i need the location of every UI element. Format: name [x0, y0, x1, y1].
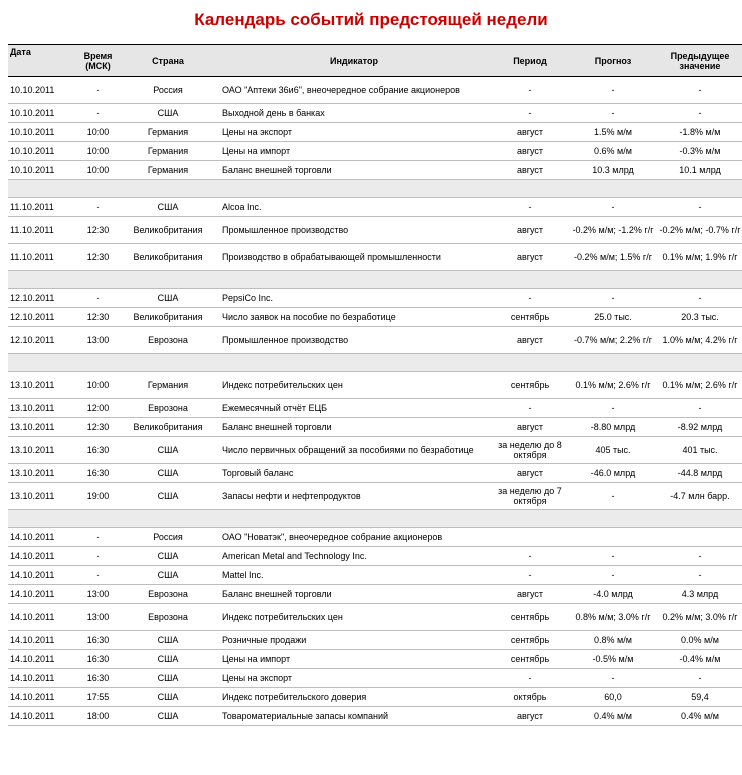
cell-previous	[656, 528, 742, 547]
events-calendar-table	[8, 44, 742, 726]
cell-forecast: -8.80 млрд	[570, 418, 656, 437]
cell-forecast: 0.6% м/м	[570, 142, 656, 161]
cell-forecast: -	[570, 77, 656, 104]
cell-country: США	[118, 669, 218, 688]
cell-period: август	[490, 327, 570, 354]
cell-indicator: Выходной день в банках	[218, 104, 490, 123]
cell-indicator: Производство в обрабатывающей промышленности	[218, 244, 490, 271]
cell-time: -	[78, 528, 118, 547]
table-row	[8, 566, 742, 585]
cell-previous: 59,4	[656, 688, 742, 707]
cell-date: 14.10.2011	[8, 528, 78, 547]
cell-country: Еврозона	[118, 604, 218, 631]
cell-previous: 1.0% м/м; 4.2% г/г	[656, 327, 742, 354]
cell-forecast: 25.0 тыс.	[570, 308, 656, 327]
cell-indicator: ОАО "Новатэк", внеочередное собрание акционеров	[218, 528, 490, 547]
cell-time: 16:30	[78, 464, 118, 483]
cell-indicator: Индекс потребительских цен	[218, 604, 490, 631]
cell-date: 14.10.2011	[8, 585, 78, 604]
cell-time: 13:00	[78, 604, 118, 631]
cell-country: США	[118, 631, 218, 650]
cell-date: 10.10.2011	[8, 161, 78, 180]
cell-indicator: American Metal and Technology Inc.	[218, 547, 490, 566]
cell-previous: -	[656, 104, 742, 123]
cell-previous: 4.3 млрд	[656, 585, 742, 604]
table-row	[8, 437, 742, 464]
cell-period: -	[490, 399, 570, 418]
cell-country: Германия	[118, 372, 218, 399]
cell-date: 14.10.2011	[8, 547, 78, 566]
table-row	[8, 217, 742, 244]
cell-indicator: Число заявок на пособие по безработице	[218, 308, 490, 327]
cell-previous: 0.0% м/м	[656, 631, 742, 650]
cell-forecast: -	[570, 483, 656, 510]
cell-time: 10:00	[78, 372, 118, 399]
cell-period: -	[490, 566, 570, 585]
cell-date: 12.10.2011	[8, 308, 78, 327]
cell-period: сентябрь	[490, 604, 570, 631]
cell-forecast: -	[570, 547, 656, 566]
header-country: Страна	[118, 45, 218, 77]
table-row	[8, 123, 742, 142]
cell-period: за неделю до 7 октября	[490, 483, 570, 510]
cell-previous: 401 тыс.	[656, 437, 742, 464]
cell-country: США	[118, 437, 218, 464]
header-previous: Предыдущее значение	[656, 45, 742, 77]
cell-period: август	[490, 142, 570, 161]
cell-date: 12.10.2011	[8, 289, 78, 308]
cell-previous: -	[656, 399, 742, 418]
day-separator-row	[8, 510, 742, 528]
table-row	[8, 372, 742, 399]
cell-country: Великобритания	[118, 217, 218, 244]
cell-previous: -	[656, 547, 742, 566]
cell-indicator: Цены на импорт	[218, 142, 490, 161]
cell-date: 11.10.2011	[8, 217, 78, 244]
cell-date: 13.10.2011	[8, 399, 78, 418]
cell-country: США	[118, 483, 218, 510]
table-row	[8, 669, 742, 688]
cell-time: -	[78, 289, 118, 308]
cell-period: август	[490, 161, 570, 180]
cell-time: 10:00	[78, 142, 118, 161]
cell-previous: 10.1 млрд	[656, 161, 742, 180]
cell-country: Германия	[118, 161, 218, 180]
header-time: Время (МСК)	[78, 45, 118, 77]
cell-forecast: -0.2% м/м; -1.2% г/г	[570, 217, 656, 244]
cell-previous: -4.7 млн барр.	[656, 483, 742, 510]
cell-country: США	[118, 566, 218, 585]
cell-indicator: Индекс потребительского доверия	[218, 688, 490, 707]
cell-period: сентябрь	[490, 650, 570, 669]
table-row	[8, 142, 742, 161]
cell-previous: 0.4% м/м	[656, 707, 742, 726]
cell-period: август	[490, 418, 570, 437]
cell-date: 10.10.2011	[8, 77, 78, 104]
cell-previous: -0.4% м/м	[656, 650, 742, 669]
cell-indicator: Цены на экспорт	[218, 669, 490, 688]
cell-forecast: -	[570, 289, 656, 308]
table-row	[8, 308, 742, 327]
table-row	[8, 604, 742, 631]
cell-period: сентябрь	[490, 308, 570, 327]
cell-forecast: -0.7% м/м; 2.2% г/г	[570, 327, 656, 354]
cell-date: 12.10.2011	[8, 327, 78, 354]
cell-previous: -8.92 млрд	[656, 418, 742, 437]
cell-date: 10.10.2011	[8, 142, 78, 161]
cell-period: август	[490, 464, 570, 483]
cell-time: 10:00	[78, 161, 118, 180]
cell-period: -	[490, 104, 570, 123]
cell-forecast: -0.5% м/м	[570, 650, 656, 669]
cell-forecast: -	[570, 669, 656, 688]
cell-time: 12:30	[78, 217, 118, 244]
cell-forecast: -4.0 млрд	[570, 585, 656, 604]
cell-date: 10.10.2011	[8, 104, 78, 123]
cell-forecast: -	[570, 104, 656, 123]
cell-forecast: -	[570, 198, 656, 217]
cell-previous: 0.2% м/м; 3.0% г/г	[656, 604, 742, 631]
cell-date: 11.10.2011	[8, 198, 78, 217]
table-row	[8, 707, 742, 726]
cell-date: 13.10.2011	[8, 372, 78, 399]
day-separator	[8, 180, 742, 198]
header-forecast: Прогноз	[570, 45, 656, 77]
cell-forecast	[570, 528, 656, 547]
cell-country: Россия	[118, 77, 218, 104]
cell-indicator: Товароматериальные запасы компаний	[218, 707, 490, 726]
cell-indicator: Розничные продажи	[218, 631, 490, 650]
cell-country: Еврозона	[118, 399, 218, 418]
cell-period: август	[490, 244, 570, 271]
table-header	[8, 45, 742, 77]
table-row	[8, 547, 742, 566]
cell-previous: -	[656, 289, 742, 308]
cell-indicator: PepsiCo Inc.	[218, 289, 490, 308]
cell-indicator: Цены на импорт	[218, 650, 490, 669]
cell-country: США	[118, 547, 218, 566]
cell-previous: -	[656, 669, 742, 688]
cell-time: -	[78, 566, 118, 585]
cell-country: Великобритания	[118, 308, 218, 327]
day-separator-row	[8, 180, 742, 198]
table-row	[8, 483, 742, 510]
page-title: Календарь событий предстоящей недели	[194, 10, 548, 29]
cell-period: август	[490, 585, 570, 604]
header-indicator: Индикатор	[218, 45, 490, 77]
day-separator-row	[8, 271, 742, 289]
cell-period: август	[490, 123, 570, 142]
cell-previous: -	[656, 566, 742, 585]
cell-indicator: Число первичных обращений за пособиями по безработице	[218, 437, 490, 464]
cell-time: 10:00	[78, 123, 118, 142]
table-row	[8, 528, 742, 547]
cell-time: 12:30	[78, 244, 118, 271]
cell-period: сентябрь	[490, 372, 570, 399]
cell-time: 16:30	[78, 669, 118, 688]
cell-indicator: Ежемесячный отчёт ЕЦБ	[218, 399, 490, 418]
cell-indicator: Баланс внешней торговли	[218, 585, 490, 604]
cell-time: -	[78, 198, 118, 217]
cell-country: Еврозона	[118, 585, 218, 604]
cell-date: 14.10.2011	[8, 631, 78, 650]
cell-forecast: 1.5% м/м	[570, 123, 656, 142]
day-separator-row	[8, 354, 742, 372]
table-row	[8, 289, 742, 308]
cell-time: 17:55	[78, 688, 118, 707]
cell-date: 14.10.2011	[8, 669, 78, 688]
table-row	[8, 161, 742, 180]
cell-indicator: Mattel Inc.	[218, 566, 490, 585]
cell-time: -	[78, 77, 118, 104]
cell-forecast: 10.3 млрд	[570, 161, 656, 180]
table-row	[8, 198, 742, 217]
cell-previous: -1.8% м/м	[656, 123, 742, 142]
table-row	[8, 464, 742, 483]
cell-country: США	[118, 707, 218, 726]
cell-country: США	[118, 104, 218, 123]
cell-previous: 0.1% м/м; 1.9% г/г	[656, 244, 742, 271]
cell-time: 12:30	[78, 308, 118, 327]
cell-indicator: Торговый баланс	[218, 464, 490, 483]
cell-country: США	[118, 688, 218, 707]
cell-previous: -	[656, 77, 742, 104]
cell-period: август	[490, 707, 570, 726]
cell-forecast: 0.8% м/м; 3.0% г/г	[570, 604, 656, 631]
cell-date: 13.10.2011	[8, 464, 78, 483]
cell-period: август	[490, 217, 570, 244]
cell-country: США	[118, 289, 218, 308]
cell-indicator: ОАО "Аптеки 36и6", внеочередное собрание акционеров	[218, 77, 490, 104]
cell-previous: -0.2% м/м; -0.7% г/г	[656, 217, 742, 244]
cell-country: США	[118, 464, 218, 483]
cell-date: 14.10.2011	[8, 604, 78, 631]
cell-forecast: -0.2% м/м; 1.5% г/г	[570, 244, 656, 271]
cell-period: -	[490, 289, 570, 308]
cell-time: 16:30	[78, 437, 118, 464]
cell-time: -	[78, 547, 118, 566]
table-row	[8, 631, 742, 650]
cell-previous: -0.3% м/м	[656, 142, 742, 161]
header-period: Период	[490, 45, 570, 77]
table-row	[8, 327, 742, 354]
cell-country: Германия	[118, 123, 218, 142]
cell-date: 10.10.2011	[8, 123, 78, 142]
cell-date: 14.10.2011	[8, 650, 78, 669]
cell-forecast: 60,0	[570, 688, 656, 707]
cell-period: сентябрь	[490, 631, 570, 650]
table-row	[8, 104, 742, 123]
table-row	[8, 688, 742, 707]
table-row	[8, 650, 742, 669]
cell-country: Великобритания	[118, 244, 218, 271]
day-separator	[8, 271, 742, 289]
cell-date: 13.10.2011	[8, 483, 78, 510]
cell-period	[490, 528, 570, 547]
header-date: Дата	[8, 45, 78, 77]
cell-indicator: Баланс внешней торговли	[218, 418, 490, 437]
cell-indicator: Запасы нефти и нефтепродуктов	[218, 483, 490, 510]
cell-date: 14.10.2011	[8, 566, 78, 585]
cell-country: Россия	[118, 528, 218, 547]
cell-forecast: -	[570, 566, 656, 585]
cell-period: -	[490, 547, 570, 566]
cell-period: октябрь	[490, 688, 570, 707]
cell-country: Еврозона	[118, 327, 218, 354]
cell-indicator: Цены на экспорт	[218, 123, 490, 142]
table-body	[8, 77, 742, 726]
cell-period: -	[490, 77, 570, 104]
cell-time: 19:00	[78, 483, 118, 510]
cell-forecast: 0.8% м/м	[570, 631, 656, 650]
cell-indicator: Баланс внешней торговли	[218, 161, 490, 180]
cell-indicator: Промышленное производство	[218, 217, 490, 244]
cell-forecast: 0.1% м/м; 2.6% г/г	[570, 372, 656, 399]
cell-country: США	[118, 650, 218, 669]
table-row	[8, 585, 742, 604]
cell-time: 12:30	[78, 418, 118, 437]
table-row	[8, 399, 742, 418]
day-separator	[8, 510, 742, 528]
cell-indicator: Индекс потребительских цен	[218, 372, 490, 399]
cell-time: 16:30	[78, 650, 118, 669]
cell-time: 13:00	[78, 327, 118, 354]
cell-date: 14.10.2011	[8, 707, 78, 726]
cell-date: 11.10.2011	[8, 244, 78, 271]
table-row	[8, 244, 742, 271]
cell-date: 14.10.2011	[8, 688, 78, 707]
cell-previous: 0.1% м/м; 2.6% г/г	[656, 372, 742, 399]
cell-country: Великобритания	[118, 418, 218, 437]
cell-previous: -44.8 млрд	[656, 464, 742, 483]
cell-country: США	[118, 198, 218, 217]
cell-forecast: -	[570, 399, 656, 418]
cell-forecast: 405 тыс.	[570, 437, 656, 464]
table-row	[8, 418, 742, 437]
cell-time: 16:30	[78, 631, 118, 650]
cell-forecast: 0.4% м/м	[570, 707, 656, 726]
cell-time: 13:00	[78, 585, 118, 604]
cell-country: Германия	[118, 142, 218, 161]
header-row	[8, 45, 742, 77]
cell-previous: -	[656, 198, 742, 217]
cell-previous: 20.3 тыс.	[656, 308, 742, 327]
cell-time: 18:00	[78, 707, 118, 726]
cell-time: -	[78, 104, 118, 123]
cell-date: 13.10.2011	[8, 437, 78, 464]
cell-indicator: Alcoa Inc.	[218, 198, 490, 217]
cell-time: 12:00	[78, 399, 118, 418]
cell-period: за неделю до 8 октября	[490, 437, 570, 464]
cell-forecast: -46.0 млрд	[570, 464, 656, 483]
cell-period: -	[490, 198, 570, 217]
cell-date: 13.10.2011	[8, 418, 78, 437]
day-separator	[8, 354, 742, 372]
cell-indicator: Промышленное производство	[218, 327, 490, 354]
cell-period: -	[490, 669, 570, 688]
table-row	[8, 77, 742, 104]
